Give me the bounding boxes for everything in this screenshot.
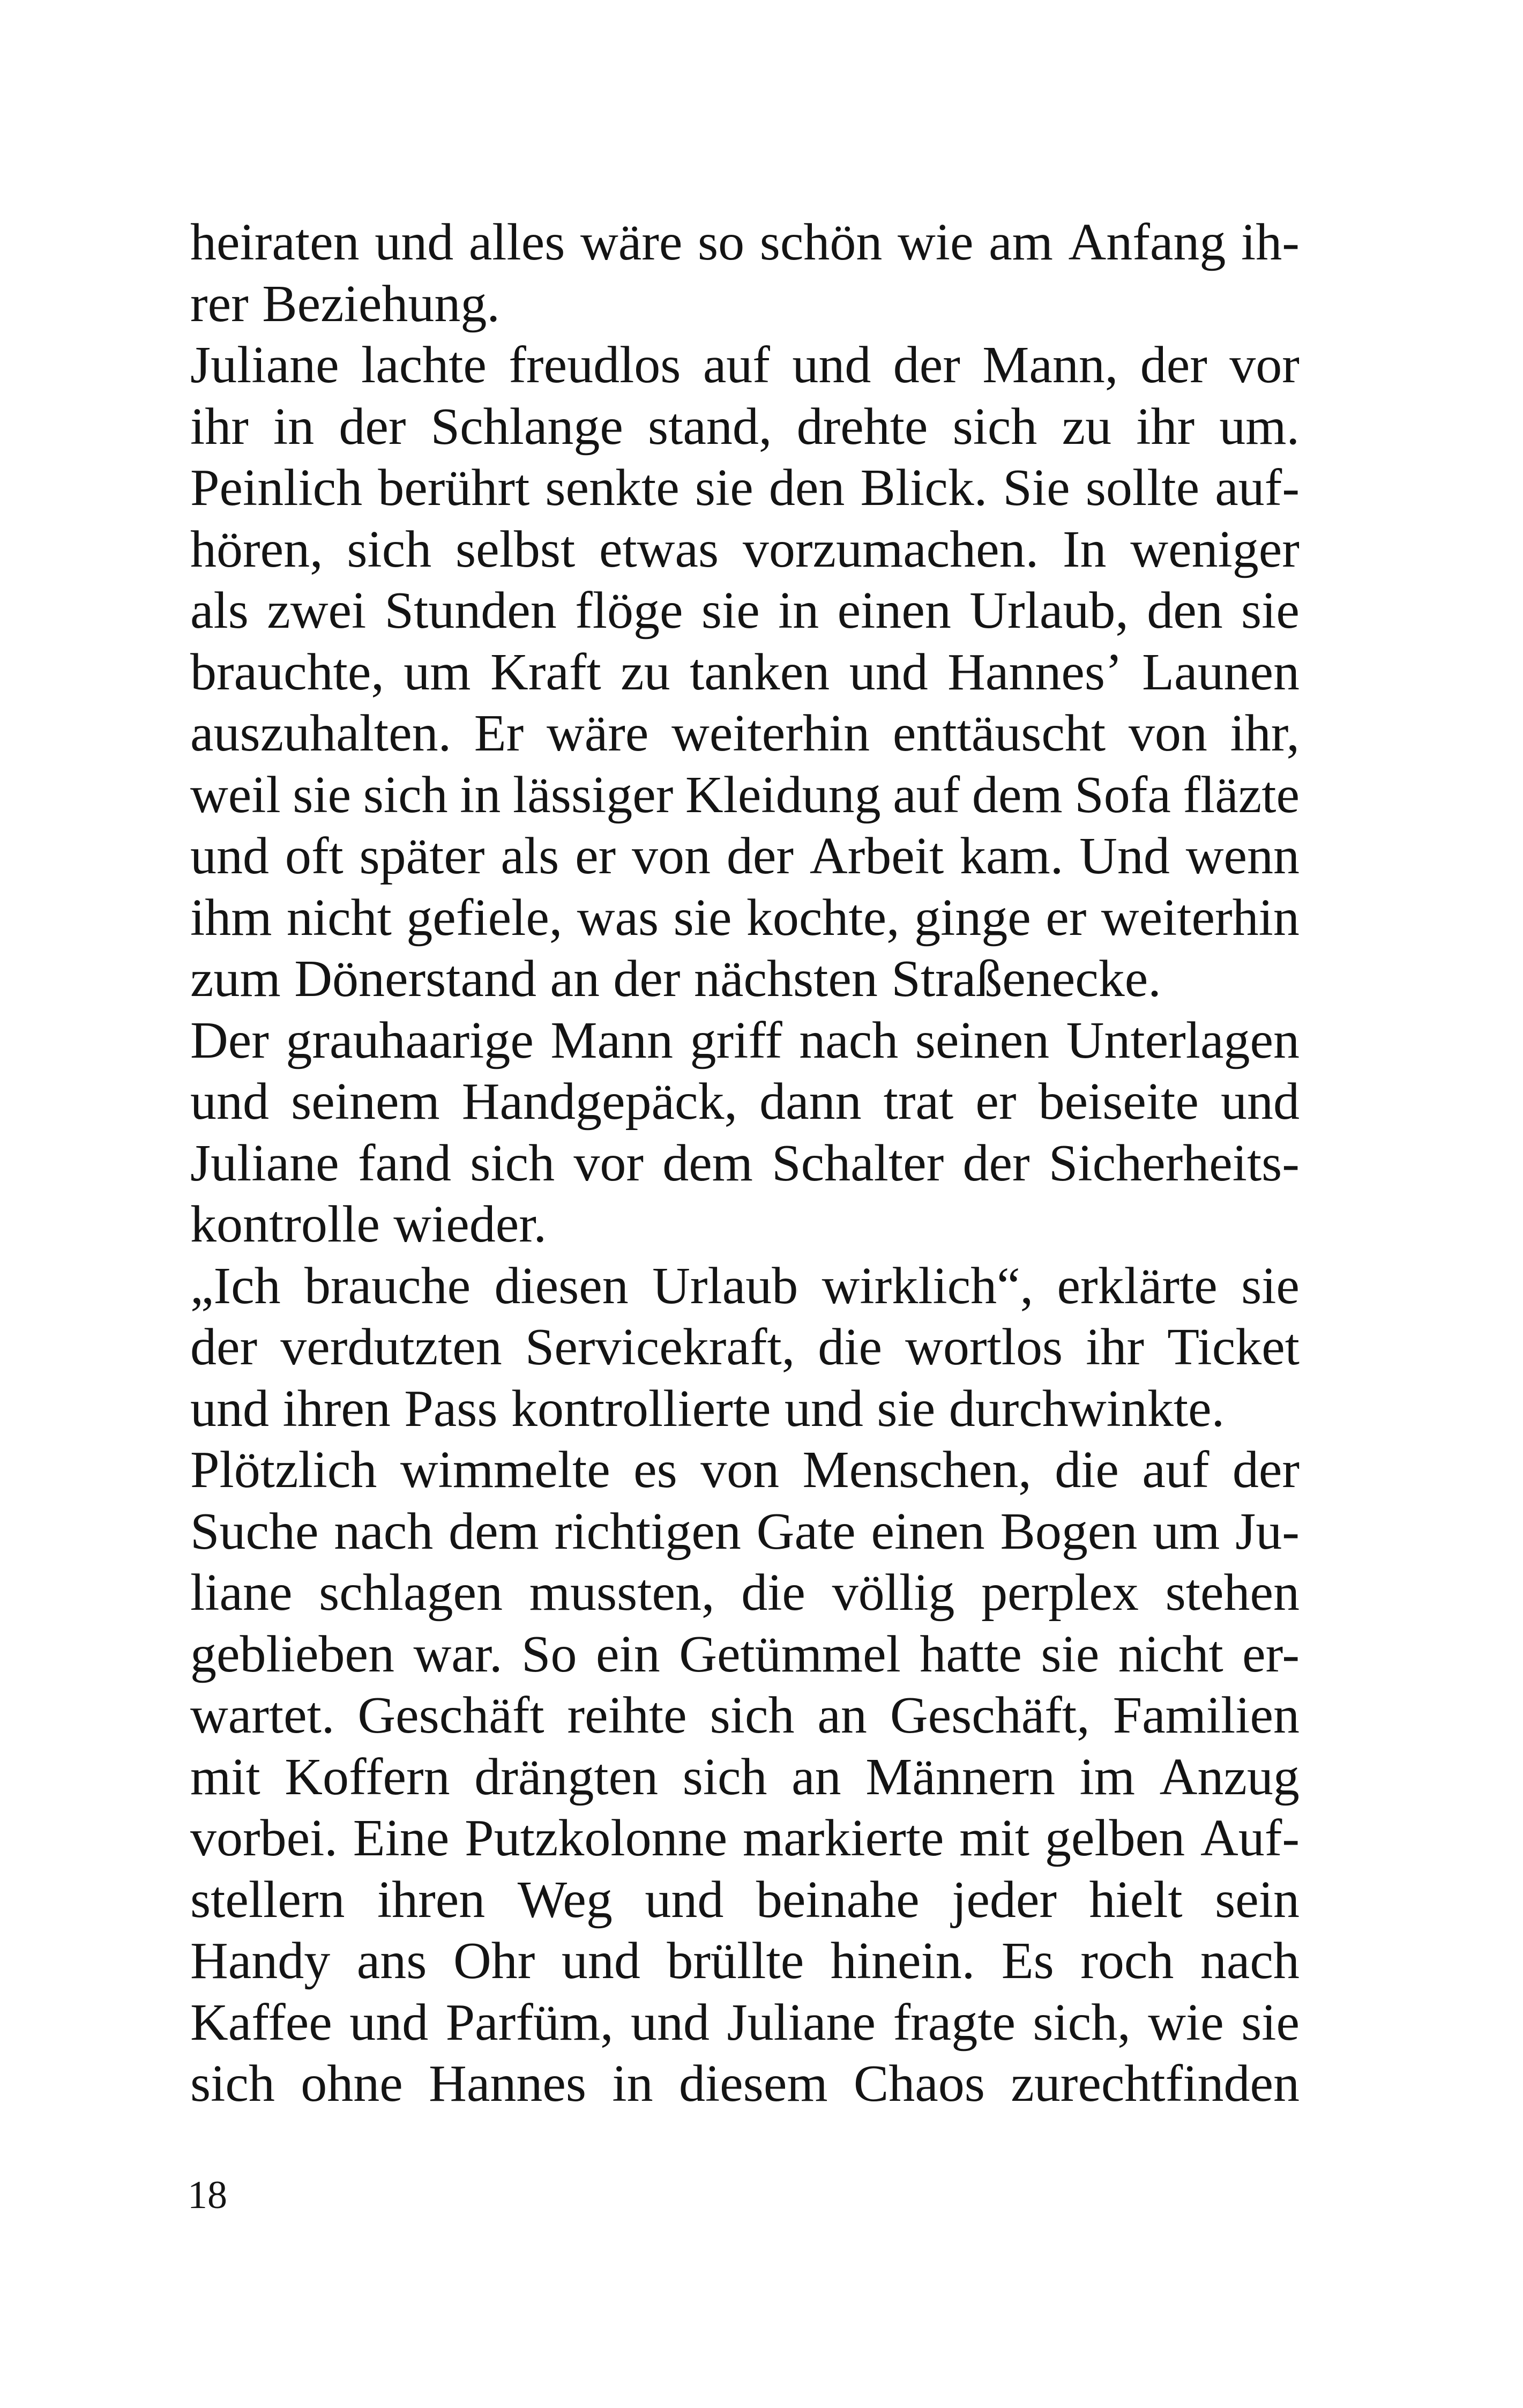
word: stand,: [648, 397, 772, 456]
text-line: [190, 1133, 1300, 1194]
word: von: [632, 827, 711, 885]
word: flöge: [575, 582, 683, 640]
word: seinem: [291, 1073, 440, 1131]
word: in: [778, 582, 819, 640]
text-line: [190, 1439, 1300, 1501]
word: fläzte: [1183, 765, 1300, 824]
word: ih-: [1241, 213, 1300, 271]
word: liane: [190, 1564, 293, 1622]
word: etwas: [599, 520, 719, 578]
word: hielt: [1089, 1870, 1183, 1929]
text-line: [190, 457, 1300, 519]
word: an: [550, 950, 600, 1008]
word: der: [190, 1318, 258, 1376]
word: er: [575, 827, 616, 885]
word: im: [1079, 1748, 1136, 1806]
word: einen: [871, 1502, 985, 1560]
word: sie: [701, 582, 760, 640]
word: richtigen: [554, 1502, 741, 1560]
word: Handy: [190, 1932, 331, 1990]
word: stellern: [190, 1870, 345, 1929]
word: dem: [449, 1502, 539, 1560]
text-line: [190, 1685, 1300, 1746]
word: Eine: [353, 1809, 450, 1867]
word: zum: [190, 950, 281, 1008]
word: sie: [1041, 1625, 1100, 1683]
word: vor: [1229, 336, 1300, 394]
text-line: [190, 1624, 1300, 1685]
text-line: [190, 396, 1300, 458]
word: roch: [1080, 1932, 1174, 1990]
word: diesen: [494, 1257, 629, 1315]
word: ihren: [282, 1379, 391, 1438]
word: senkte: [545, 459, 680, 517]
word: sich,: [1033, 1993, 1131, 2052]
word: „Ich: [190, 1257, 281, 1315]
word: griff: [690, 1011, 782, 1069]
word: nächsten: [694, 950, 878, 1008]
word: drängten: [474, 1748, 659, 1806]
word: fragte: [893, 1993, 1016, 2052]
word: dem: [972, 765, 1063, 824]
word: Kraft: [490, 643, 601, 701]
word: war.: [413, 1625, 503, 1683]
word: lachte: [361, 336, 487, 394]
word: wie: [1148, 1993, 1224, 2052]
word: und: [190, 1379, 269, 1438]
word: Sie: [1003, 459, 1070, 517]
word: in: [273, 397, 315, 456]
word: ihr: [1086, 1318, 1145, 1376]
word: vorbei.: [190, 1809, 338, 1867]
word: Launen: [1142, 643, 1300, 701]
word: um.: [1219, 397, 1300, 456]
word: Auf-: [1200, 1809, 1300, 1867]
word: Sicherheits-: [1048, 1134, 1300, 1192]
word: drehte: [796, 397, 928, 456]
word: der: [613, 950, 681, 1008]
word: sich: [952, 397, 1037, 456]
word: weil: [190, 765, 281, 824]
word: geblieben: [190, 1625, 394, 1683]
word: wenn: [1185, 827, 1300, 885]
word: verdutzten: [280, 1318, 502, 1376]
word: nach: [334, 1502, 434, 1560]
text-line: [190, 335, 1300, 396]
word: wieder.: [393, 1195, 547, 1253]
word: Anzug: [1159, 1748, 1300, 1806]
word: erklärte: [1057, 1257, 1218, 1315]
word: Juliane: [727, 1993, 876, 2052]
word: Mann: [550, 1011, 673, 1069]
word: der: [893, 336, 960, 394]
word: die: [818, 1318, 883, 1376]
text-line: [190, 519, 1300, 581]
word: mit: [190, 1748, 260, 1806]
word: Menschen,: [802, 1441, 1032, 1499]
word: durchwinkte.: [949, 1379, 1225, 1438]
text-line: [190, 887, 1300, 949]
word: er: [975, 1073, 1017, 1131]
word: von: [1128, 704, 1207, 762]
word: heiraten: [190, 213, 360, 271]
word: wie: [898, 213, 974, 271]
word: kontrollierte: [511, 1379, 771, 1438]
word: Putzkolonne: [465, 1809, 728, 1867]
word: Suche: [190, 1502, 319, 1560]
word: Bogen: [1000, 1502, 1138, 1560]
word: die: [1055, 1441, 1119, 1499]
word: so: [698, 213, 745, 271]
word: hören,: [190, 520, 323, 578]
word: wartet.: [190, 1686, 335, 1744]
word: der: [339, 397, 406, 456]
word: Weg: [517, 1870, 613, 1929]
text-line: [190, 1010, 1300, 1072]
word: Koffern: [285, 1748, 450, 1806]
word: schlagen: [319, 1564, 503, 1622]
word: auf: [1142, 1441, 1210, 1499]
word: Hannes’: [947, 643, 1123, 701]
word: Männern: [865, 1748, 1055, 1806]
word: um: [404, 643, 471, 701]
word: gefiele,: [406, 888, 563, 947]
word: nach: [799, 1011, 899, 1069]
word: auf-: [1215, 459, 1300, 517]
word: weiterhin: [671, 704, 870, 762]
text-line: [190, 1378, 1300, 1440]
word: an: [792, 1748, 841, 1806]
word: perplex: [981, 1564, 1139, 1622]
page-number: 18: [188, 2173, 227, 2217]
word: Geschäft,: [890, 1686, 1090, 1744]
word: Ticket: [1167, 1318, 1300, 1376]
word: ans: [356, 1932, 427, 1990]
word: Es: [1001, 1932, 1054, 1990]
word: sich: [470, 1134, 555, 1192]
word: auf: [703, 336, 770, 394]
word: ohne: [301, 2055, 403, 2113]
word: markierte: [742, 1809, 944, 1867]
word: Urlaub: [652, 1257, 798, 1315]
word: rer: [190, 274, 249, 333]
word: als: [501, 827, 559, 885]
word: Unterlagen: [1066, 1011, 1300, 1069]
word: Sofa: [1074, 765, 1171, 824]
text-line: [190, 1501, 1300, 1563]
word: berührt: [378, 459, 530, 517]
word: auszuhalten.: [190, 704, 452, 762]
word: ihren: [377, 1870, 486, 1929]
text-line: [190, 1930, 1300, 1992]
word: den: [768, 459, 845, 517]
word: Ju-: [1235, 1502, 1300, 1560]
text-line: [190, 948, 1300, 1010]
word: der: [1140, 336, 1207, 394]
word: Stunden: [384, 582, 557, 640]
word: tanken: [690, 643, 830, 701]
word: kontrolle: [190, 1195, 380, 1253]
word: sich: [682, 1748, 767, 1806]
word: wirklich“,: [822, 1257, 1034, 1315]
word: vor: [573, 1134, 644, 1192]
text-line: [190, 1255, 1300, 1317]
word: sie: [293, 765, 352, 824]
word: Straßenecke.: [891, 950, 1161, 1008]
word: grauhaarige: [286, 1011, 534, 1069]
word: und: [1220, 1073, 1300, 1131]
word: lässiger: [512, 765, 674, 824]
text-line: [190, 212, 1300, 273]
word: In: [1062, 520, 1107, 578]
word: vorzumachen.: [742, 520, 1039, 578]
word: sie: [695, 459, 753, 517]
word: nicht: [286, 888, 392, 947]
word: Plötzlich: [190, 1441, 377, 1499]
word: hinein.: [830, 1932, 975, 1990]
word: mussten,: [529, 1564, 715, 1622]
word: brauchte,: [190, 643, 384, 701]
word: freudlos: [509, 336, 681, 394]
word: Kleidung: [685, 765, 881, 824]
word: Juliane: [190, 336, 339, 394]
word: und: [561, 1932, 640, 1990]
word: Hannes: [429, 2055, 586, 2113]
word: den: [1147, 582, 1223, 640]
word: der: [726, 827, 794, 885]
word: Er: [474, 704, 524, 762]
word: sie: [673, 888, 732, 947]
body-text: [190, 212, 1300, 2115]
word: am: [989, 213, 1053, 271]
text-line: [190, 1869, 1300, 1931]
word: die: [741, 1564, 805, 1622]
word: Juliane: [190, 1134, 339, 1192]
word: Chaos: [853, 2055, 985, 2113]
word: später: [359, 827, 485, 885]
word: wäre: [546, 704, 649, 762]
word: und: [792, 336, 871, 394]
word: Pass: [404, 1379, 498, 1438]
word: Urlaub,: [969, 582, 1129, 640]
word: dann: [759, 1073, 862, 1131]
word: Und: [1079, 827, 1170, 885]
word: nach: [1200, 1932, 1300, 1990]
word: nicht: [1118, 1625, 1223, 1683]
word: Ohr: [453, 1932, 535, 1990]
word: als: [190, 582, 249, 640]
word: der: [1232, 1441, 1300, 1499]
text-line: [190, 826, 1300, 887]
word: was: [577, 888, 659, 947]
word: ihm: [190, 888, 272, 947]
word: Getümmel: [679, 1625, 901, 1683]
word: sich: [363, 765, 448, 824]
word: einen: [837, 582, 951, 640]
word: und: [190, 1073, 269, 1131]
word: Servicekraft,: [525, 1318, 795, 1376]
word: dem: [662, 1134, 753, 1192]
word: kochte,: [746, 888, 900, 947]
word: es: [633, 1441, 677, 1499]
word: Kaffee: [190, 1993, 332, 2052]
word: zwei: [267, 582, 367, 640]
word: zu: [1062, 397, 1112, 456]
word: Anfang: [1068, 213, 1226, 271]
text-line: [190, 1317, 1300, 1378]
word: stehen: [1165, 1564, 1300, 1622]
word: Parfüm,: [445, 1993, 614, 2052]
word: wimmelte: [400, 1441, 610, 1499]
word: sich: [190, 2055, 275, 2113]
word: ihr,: [1230, 704, 1300, 762]
word: in: [460, 765, 501, 824]
text-line: [190, 1808, 1300, 1869]
word: zurechtfinden: [1011, 2055, 1300, 2113]
word: fand: [357, 1134, 451, 1192]
text-line: [190, 1992, 1300, 2054]
word: in: [612, 2055, 653, 2113]
word: und: [645, 1870, 724, 1929]
word: der: [962, 1134, 1030, 1192]
word: reihte: [567, 1686, 687, 1744]
word: Dönerstand: [294, 950, 536, 1008]
word: wäre: [580, 213, 683, 271]
word: mit: [959, 1809, 1029, 1867]
word: Geschäft: [357, 1686, 544, 1744]
word: trat: [883, 1073, 954, 1131]
word: Familien: [1113, 1686, 1300, 1744]
word: gelben: [1044, 1809, 1185, 1867]
word: oft: [285, 827, 344, 885]
word: So: [521, 1625, 577, 1683]
word: sie: [1241, 1993, 1300, 2052]
word: Beziehung.: [262, 274, 500, 333]
text-line: [190, 764, 1300, 826]
word: alles: [468, 213, 565, 271]
text-line: [190, 1071, 1300, 1133]
word: und: [349, 1993, 429, 2052]
word: beiseite: [1038, 1073, 1199, 1131]
text-line: [190, 703, 1300, 764]
word: er: [1046, 888, 1087, 947]
word: sollte: [1085, 459, 1200, 517]
word: ein: [595, 1625, 660, 1683]
word: Schlange: [430, 397, 623, 456]
word: jeder: [952, 1870, 1057, 1929]
word: sich: [710, 1686, 795, 1744]
text-line: [190, 642, 1300, 703]
word: ginge: [914, 888, 1031, 947]
word: Arbeit: [809, 827, 944, 885]
word: sich: [347, 520, 432, 578]
text-line: [190, 1562, 1300, 1624]
word: schön: [759, 213, 883, 271]
word: ihr: [190, 397, 249, 456]
word: weiterhin: [1101, 888, 1300, 947]
word: selbst: [455, 520, 576, 578]
word: von: [700, 1441, 780, 1499]
word: diesem: [678, 2055, 828, 2113]
word: um: [1153, 1502, 1220, 1560]
word: brauche: [304, 1257, 471, 1315]
word: er-: [1242, 1625, 1300, 1683]
word: Blick.: [860, 459, 988, 517]
word: Der: [190, 1011, 269, 1069]
word: Handgepäck,: [461, 1073, 738, 1131]
word: hatte: [920, 1625, 1022, 1683]
word: Peinlich: [190, 459, 363, 517]
text-line: [190, 580, 1300, 642]
text-line: [190, 273, 1300, 335]
word: beinahe: [756, 1870, 920, 1929]
word: sie: [1241, 582, 1300, 640]
word: völlig: [832, 1564, 955, 1622]
word: auf: [893, 765, 960, 824]
word: zu: [621, 643, 670, 701]
word: enttäuscht: [892, 704, 1106, 762]
word: wortlos: [905, 1318, 1063, 1376]
word: und: [784, 1379, 863, 1438]
word: und: [190, 827, 269, 885]
word: und: [849, 643, 928, 701]
word: brüllte: [667, 1932, 804, 1990]
word: seinen: [915, 1011, 1050, 1069]
word: weniger: [1130, 520, 1300, 578]
word: an: [817, 1686, 867, 1744]
word: sie: [877, 1379, 936, 1438]
text-line: [190, 2053, 1300, 2115]
word: Gate: [756, 1502, 856, 1560]
word: und: [375, 213, 454, 271]
text-line: [190, 1194, 1300, 1255]
text-line: [190, 1746, 1300, 1808]
word: ihr: [1136, 397, 1195, 456]
word: kam.: [960, 827, 1064, 885]
word: sein: [1215, 1870, 1300, 1929]
word: sie: [1241, 1257, 1300, 1315]
word: Mann,: [982, 336, 1118, 394]
word: Schalter: [772, 1134, 944, 1192]
word: und: [631, 1993, 710, 2052]
